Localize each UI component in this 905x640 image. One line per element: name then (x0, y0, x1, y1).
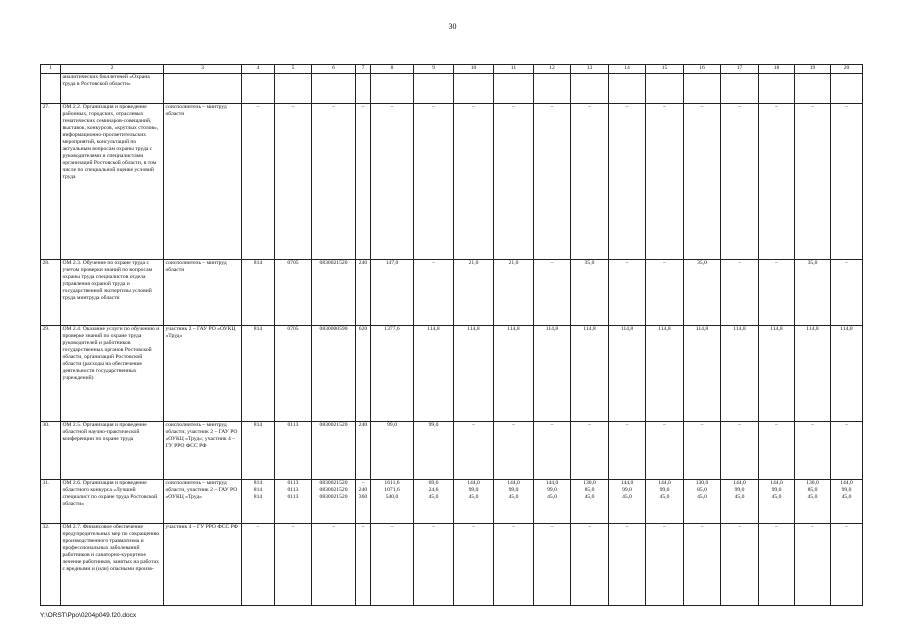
csr-code: 0830021520 (319, 486, 348, 493)
cell-value: – (795, 524, 831, 606)
cell-value: – (721, 260, 759, 326)
cell-csr (312, 524, 356, 606)
csr-code: 0830021520 (319, 480, 348, 486)
column-header: 9 (414, 65, 454, 74)
column-header: 8 (371, 65, 414, 74)
csr-code: 0830021520 (319, 260, 348, 266)
cell-executor: соисполнитель – минтруд области, участник 2 – ГАУ РО «ОУКЦ «Труд» (164, 480, 242, 524)
cell-value: – (721, 422, 759, 480)
cell-executor: участник 2 – ГАУ РО «ОУКЦ «Труд» (164, 326, 242, 422)
column-header: 16 (684, 65, 721, 74)
column-header: 4 (242, 65, 275, 74)
cell-value: 130,0 85,0 45,0 (571, 480, 609, 524)
cell-value: – (534, 524, 571, 606)
cell-value: 99,0 (414, 422, 454, 480)
table-row (41, 524, 863, 606)
table-row (41, 422, 863, 480)
cell-value: – (454, 524, 494, 606)
cell-value: – (609, 260, 646, 326)
cell-value: – (454, 422, 494, 480)
cell-value: – (721, 104, 759, 260)
column-header: 11 (494, 65, 534, 74)
column-header: 7 (356, 65, 371, 74)
cell-value: 21,0 (494, 260, 534, 326)
cell-grbs: 814 814 814 (242, 480, 275, 524)
cell-rzpr: 0113 (275, 422, 312, 480)
cell-value: 144,0 99,0 45,0 (759, 480, 795, 524)
cell-value: 1611,6 1071,6 540,0 (371, 480, 414, 524)
cell-value: 35,0 (571, 260, 609, 326)
column-header: 6 (312, 65, 356, 74)
cell-value: – (414, 104, 454, 260)
cell-vr: 240 (356, 260, 371, 326)
cell-value: 144,0 99,0 45,0 (646, 480, 684, 524)
column-header: 17 (721, 65, 759, 74)
cell-value: – (684, 422, 721, 480)
continued-row (41, 74, 863, 104)
cell-value: – (609, 422, 646, 480)
cell-executor: соисполнитель – минтруд области (164, 104, 242, 260)
column-header: 3 (164, 65, 242, 74)
cell-value: – (454, 104, 494, 260)
cell-measure-name: ОМ 2.3. Обучение по охране труда с учетом проверки знаний по вопросам охраны труда специалистов отдела управления охраной труда и государственной экспертизы условий труда минтруда области (61, 260, 164, 326)
cell-csr (312, 104, 356, 260)
cell-value: 114,8 (494, 326, 534, 422)
cell-value: – (534, 422, 571, 480)
column-header: 20 (831, 65, 863, 74)
table-body (41, 74, 863, 606)
cell-value: – (759, 104, 795, 260)
csr-code: 0830000590 (319, 326, 348, 332)
cell-measure-name: ОМ 2.4. Оказание услуги по обучению и проверке знаний по охране труда руководителей и работников государственных органов Ростовской области, организаций Ростовской области (расходы на обеспечение деятельности государственных учреждений) (61, 326, 164, 422)
cell-value: – (534, 104, 571, 260)
cell-value: 21,0 (454, 260, 494, 326)
cell-vr: – 240 360 (356, 480, 371, 524)
column-header: 14 (609, 65, 646, 74)
cell-value: 114,8 (759, 326, 795, 422)
cell-value: 144,0 99,0 45,0 (609, 480, 646, 524)
cell-grbs: 814 (242, 326, 275, 422)
cell-rzpr: – (275, 524, 312, 606)
cell-value: – (571, 104, 609, 260)
cell-vr: – (356, 104, 371, 260)
cell-value: – (494, 422, 534, 480)
cell-value: – (759, 260, 795, 326)
csr-code: 0830021520 (319, 422, 348, 428)
cell-csr (312, 326, 356, 422)
cell-rzpr: 0113 0113 0113 (275, 480, 312, 524)
cell-executor: соисполнитель – минтруд области (164, 260, 242, 326)
table-row (41, 104, 863, 260)
column-header: 15 (646, 65, 684, 74)
cell-value: 114,8 (609, 326, 646, 422)
cell-value: – (371, 524, 414, 606)
cell-csr (312, 480, 356, 524)
cell-num: 32. (41, 524, 61, 606)
cell-value: – (571, 524, 609, 606)
cell-grbs: – (242, 524, 275, 606)
csr-code: – (332, 104, 335, 110)
column-header: 5 (275, 65, 312, 74)
cell-value: 35,0 (684, 260, 721, 326)
cell-value: 114,8 (795, 326, 831, 422)
cell-value: – (571, 422, 609, 480)
csr-code: – (332, 524, 335, 530)
cell-value: 114,8 (454, 326, 494, 422)
column-header: 1 (41, 65, 61, 74)
cell-value: – (534, 260, 571, 326)
cell-vr: 240 (356, 422, 371, 480)
cell-value: – (371, 104, 414, 260)
cell-measure-name: ОМ 2.2. Организация и проведение районных, городских, отраслевых тематических семинаров-совещаний, выставок, конкурсов, «круглых столов», информационно-просветительских мероприятий, консультаций по актуальным вопросам охраны труда с руководителями и специалистами организаций Ростовской области, в том числе по специальной оценке условий труда (61, 104, 164, 260)
cell-value: 99,0 (371, 422, 414, 480)
cell-value: 144,0 99,0 45,0 (721, 480, 759, 524)
cell-grbs: 814 (242, 260, 275, 326)
cell-value: – (721, 524, 759, 606)
cell-executor: участник 4 – ГУ РРО ФСС РФ (164, 524, 242, 606)
cell-name: аналитических бюллетеней «Охрана труда в Ростовской области» (61, 74, 164, 104)
cell-value: – (414, 260, 454, 326)
cell-value: 144,0 99,0 45,0 (454, 480, 494, 524)
table-row (41, 480, 863, 524)
cell-value: 144,0 99,0 45,0 (494, 480, 534, 524)
cell-num: 31. (41, 480, 61, 524)
cell-value: 69,6 24,6 45,0 (414, 480, 454, 524)
cell-value: 130,0 85,0 45,0 (684, 480, 721, 524)
cell-value: 144,0 99,0 45,0 (534, 480, 571, 524)
cell-value: – (831, 260, 863, 326)
table-row (41, 326, 863, 422)
cell-vr: 620 (356, 326, 371, 422)
table-row (41, 260, 863, 326)
column-number-row (41, 65, 863, 74)
program-table (40, 64, 863, 606)
cell-value: – (414, 524, 454, 606)
cell-value: 114,8 (646, 326, 684, 422)
cell-num (41, 74, 61, 104)
cell-csr (312, 422, 356, 480)
file-path-footer: Y:\ORST\Ppo\0204p049.f20.docx (40, 612, 137, 619)
cell-value: – (609, 104, 646, 260)
column-header: 13 (571, 65, 609, 74)
cell-executor: соисполнитель – минтруд области; участник 2 – ГАУ РО «ОУКЦ «Труд»; участник 4 – ГУ РРО ФСС РФ (164, 422, 242, 480)
cell-value: – (646, 104, 684, 260)
cell-value: – (646, 260, 684, 326)
cell-value: – (684, 524, 721, 606)
cell-value: – (759, 422, 795, 480)
cell-grbs: 814 (242, 422, 275, 480)
cell-rzpr: – (275, 104, 312, 260)
cell-num: 29. (41, 326, 61, 422)
cell-csr (312, 260, 356, 326)
column-header: 19 (795, 65, 831, 74)
column-header: 12 (534, 65, 571, 74)
cell-rzpr: 0705 (275, 326, 312, 422)
cell-value: 35,0 (795, 260, 831, 326)
cell-value: – (494, 104, 534, 260)
column-header: 10 (454, 65, 494, 74)
cell-value: 114,8 (534, 326, 571, 422)
cell-value: 1377,6 (371, 326, 414, 422)
csr-code: 0830021520 (319, 493, 348, 500)
cell-rzpr: 0705 (275, 260, 312, 326)
column-header: 18 (759, 65, 795, 74)
cell-value: – (684, 104, 721, 260)
cell-value: 144,0 99,0 45,0 (831, 480, 863, 524)
cell-value: – (609, 524, 646, 606)
cell-value: – (759, 524, 795, 606)
cell-value: – (831, 422, 863, 480)
cell-value: – (646, 422, 684, 480)
cell-value: – (795, 104, 831, 260)
cell-value: 114,8 (414, 326, 454, 422)
cell-num: 27. (41, 104, 61, 260)
cell-value: 114,8 (721, 326, 759, 422)
cell-measure-name: ОМ 2.7. Финансовое обеспечение предупредительных мер по сокращению производственного травматизма и профессиональных заболеваний работников и санаторно-курортное лечение работников, занятых на работах с вредными и (или) опасными произв- (61, 524, 164, 606)
page-number: 30 (448, 22, 457, 31)
cell-measure-name: ОМ 2.6. Организация и проведение областного конкурса «Лучший специалист по охране труда Ростовской области» (61, 480, 164, 524)
cell-num: 28. (41, 260, 61, 326)
column-header: 2 (61, 65, 164, 74)
cell-value: – (795, 422, 831, 480)
cell-measure-name: ОМ 2.5. Организация и проведение областной научно-практической конференции по охране труда (61, 422, 164, 480)
cell-value: – (494, 524, 534, 606)
cell-value: 147,0 (371, 260, 414, 326)
cell-value: 114,8 (831, 326, 863, 422)
cell-value: 114,8 (571, 326, 609, 422)
cell-value: 114,8 (684, 326, 721, 422)
cell-num: 30. (41, 422, 61, 480)
cell-value: 130,0 85,0 45,0 (795, 480, 831, 524)
cell-vr: – (356, 524, 371, 606)
cell-value: – (646, 524, 684, 606)
cell-value: – (831, 104, 863, 260)
cell-value: – (831, 524, 863, 606)
cell-grbs: – (242, 104, 275, 260)
